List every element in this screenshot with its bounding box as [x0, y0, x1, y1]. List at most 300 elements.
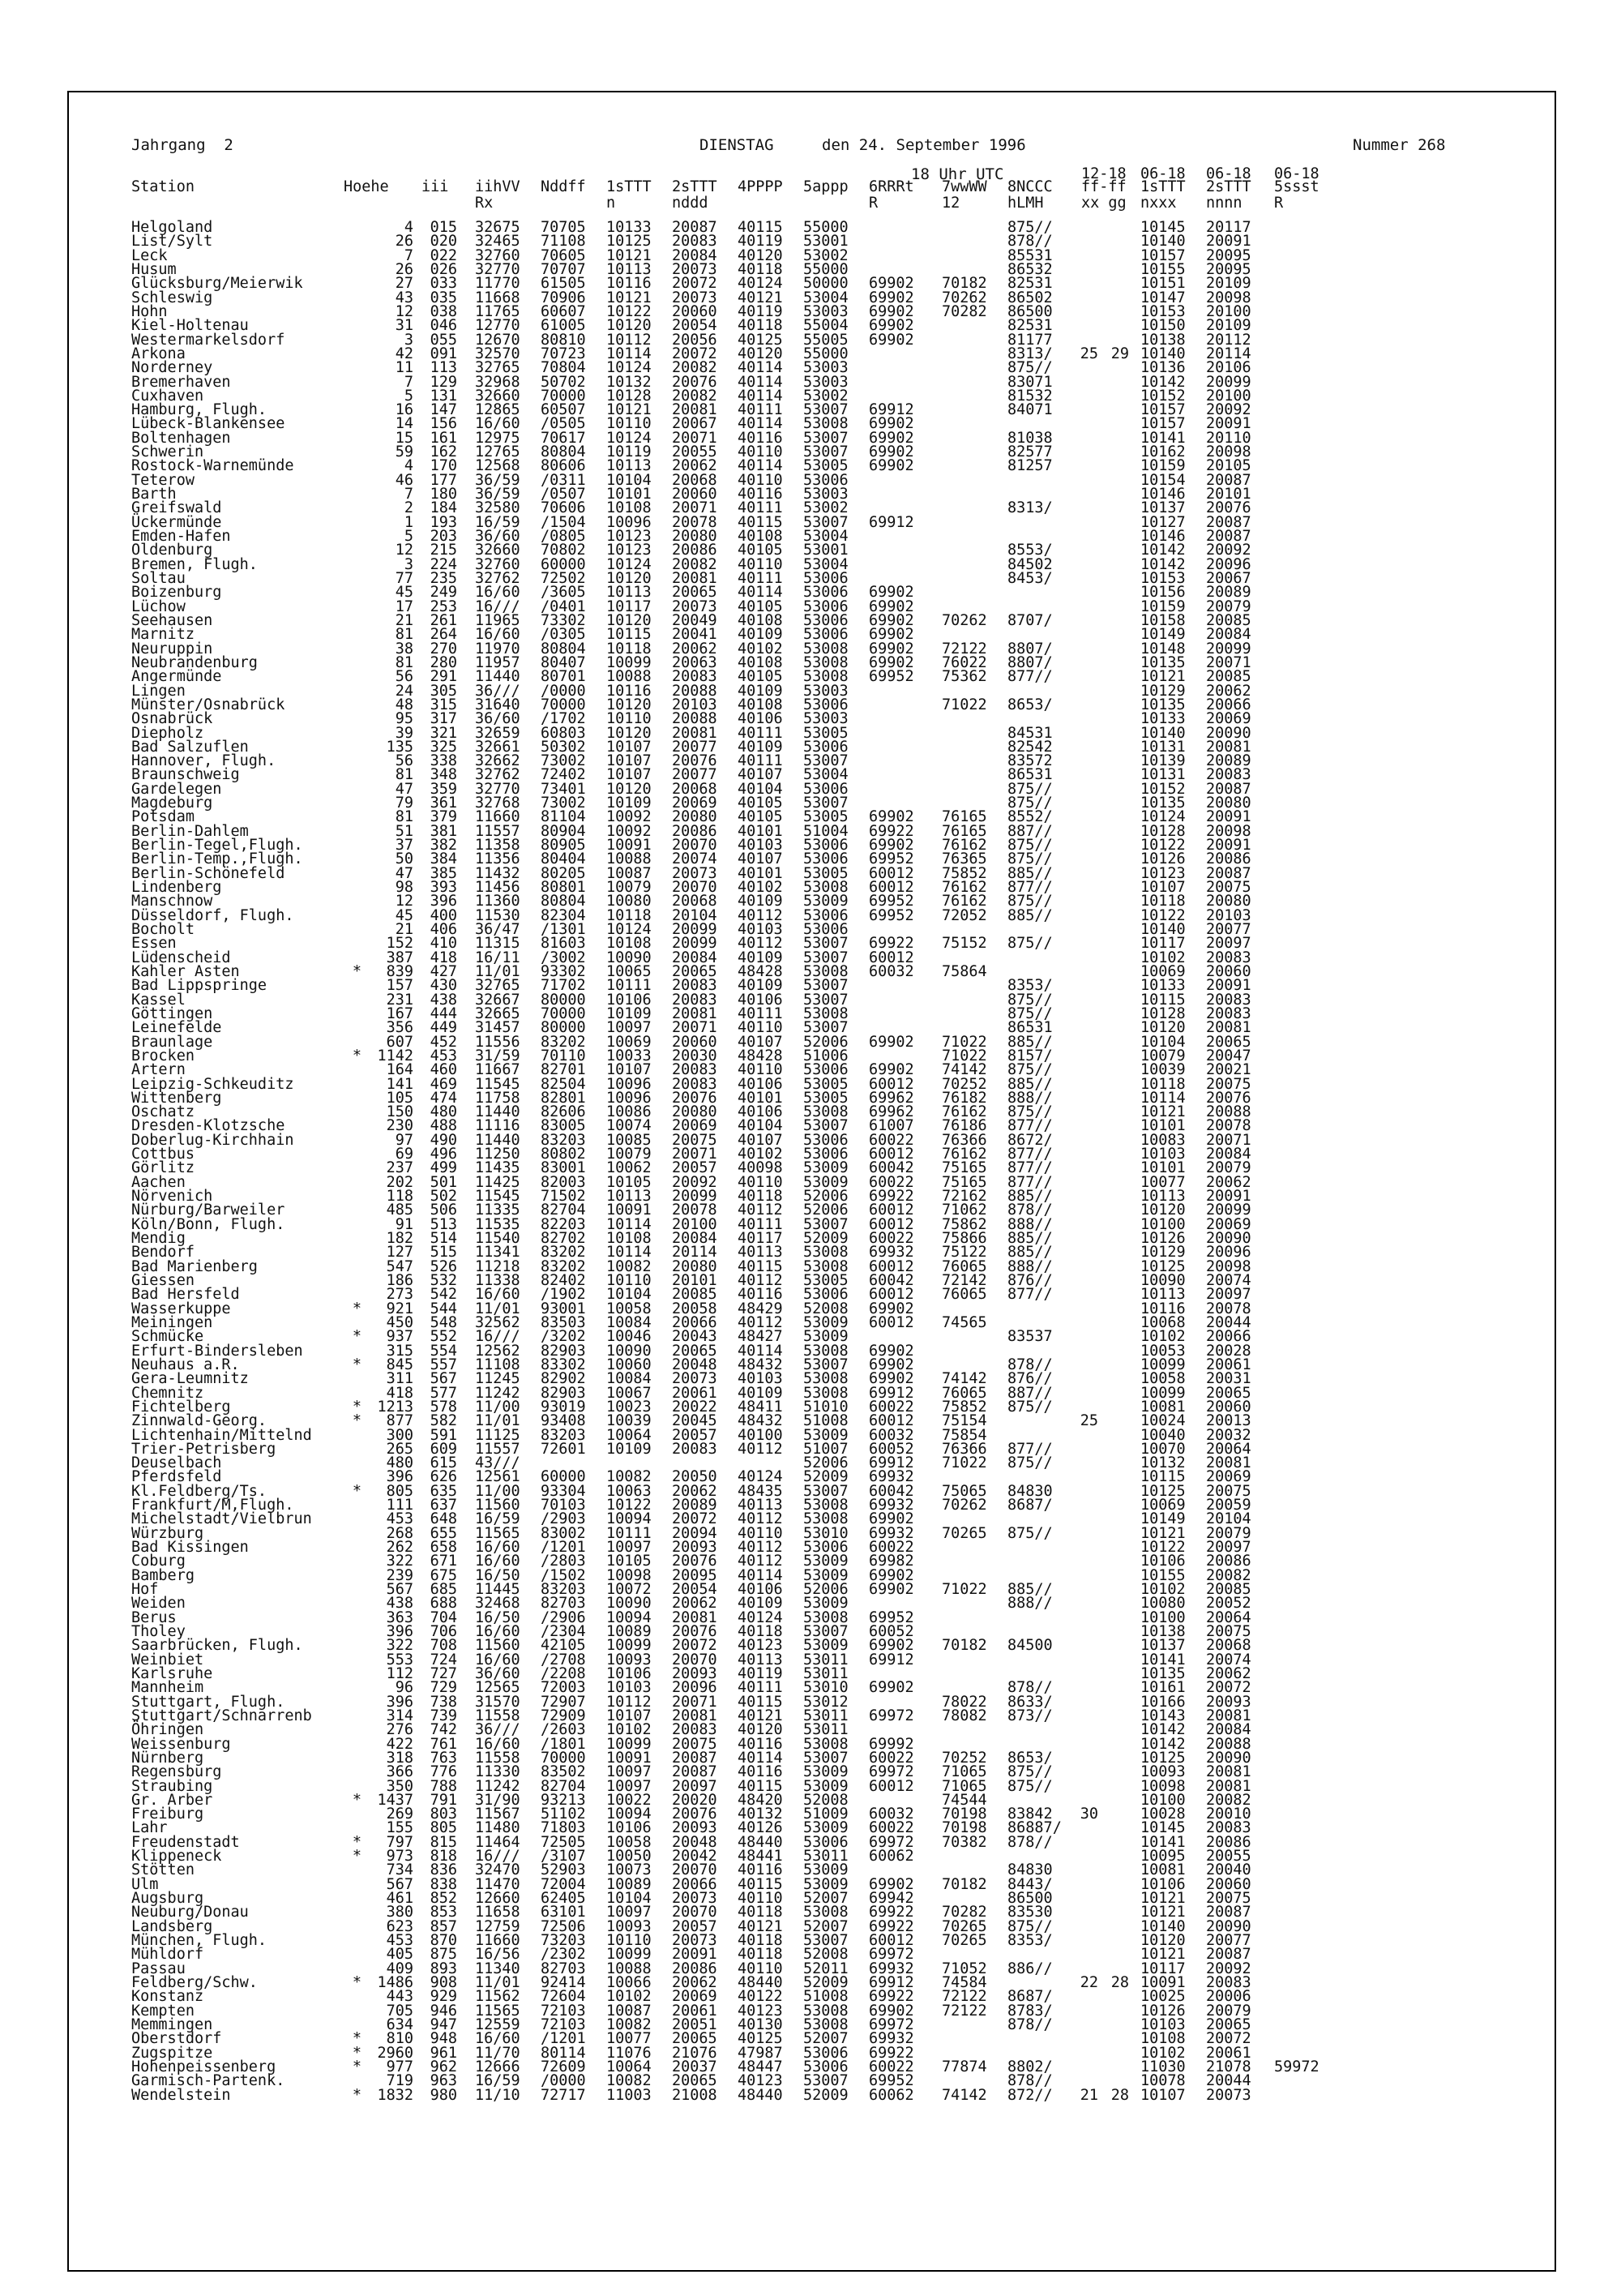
table-cell: 20075	[1206, 879, 1251, 897]
table-cell: 40123	[738, 2002, 783, 2020]
table-cell: 20080	[672, 1257, 717, 1275]
table-cell: 10126	[1140, 2002, 1186, 2020]
table-cell: 776	[430, 1763, 457, 1781]
table-cell: 60032	[869, 962, 914, 980]
table-cell: 81257	[1007, 457, 1053, 475]
table-cell: 16/59	[475, 2072, 520, 2090]
table-cell: 40112	[738, 1202, 783, 1219]
weekday-label: DIENSTAG	[699, 136, 774, 154]
table-cell: 52007	[803, 2030, 849, 2048]
table-row	[131, 977, 1347, 995]
station-name: Kempten	[131, 2002, 195, 2020]
table-cell: /3107	[541, 1848, 586, 1866]
table-cell: 273	[386, 1286, 413, 1304]
table-cell: 10098	[1140, 1777, 1186, 1795]
table-cell: 72717	[541, 2086, 586, 2104]
table-row	[131, 1637, 1347, 1655]
table-cell: 12561	[475, 1468, 520, 1486]
table-cell: 12666	[475, 2058, 520, 2075]
table-cell: 10118	[1140, 893, 1186, 910]
table-cell: 946	[430, 2002, 457, 2020]
station-name: Bad Hersfeld	[131, 1286, 240, 1304]
table-cell: 20083	[672, 233, 717, 251]
table-cell: 60012	[869, 1412, 914, 1430]
table-cell: 400	[430, 906, 457, 924]
table-cell: 16/60	[475, 1539, 520, 1557]
station-name: Memmingen	[131, 2015, 213, 2033]
table-cell: 10113	[606, 584, 652, 602]
table-cell: 60032	[869, 1806, 914, 1823]
table-cell: 74584	[942, 1974, 987, 1991]
table-cell: 71022	[942, 1047, 987, 1064]
table-cell: 53008	[803, 2015, 849, 2033]
table-cell: 10100	[1140, 1791, 1186, 1809]
table-cell: 20058	[672, 1300, 717, 1317]
table-row	[131, 1988, 1347, 2006]
table-cell: 10100	[1140, 1608, 1186, 1626]
station-name: Teterow	[131, 471, 195, 489]
table-cell: 11/00	[475, 1482, 520, 1500]
table-cell: 20062	[1206, 682, 1251, 700]
table-cell: 962	[430, 2058, 457, 2075]
column-header-cell: 06-18	[1140, 165, 1186, 182]
table-cell: 20050	[672, 1468, 717, 1486]
table-cell: 11668	[475, 289, 520, 306]
table-cell: 71803	[541, 1819, 586, 1837]
table-cell: 20083	[1206, 949, 1251, 966]
table-cell: 10106	[606, 991, 652, 1009]
table-cell: 70282	[942, 1904, 987, 1921]
table-cell: 81177	[1007, 331, 1053, 349]
station-name: Rostock-Warnemünde	[131, 457, 294, 475]
table-cell: 40115	[738, 219, 783, 236]
column-header-cell: 2sTTT	[1206, 178, 1251, 195]
table-cell: 8802/	[1007, 2058, 1053, 2075]
table-cell: 76065	[942, 1257, 987, 1275]
table-cell: 876//	[1007, 1370, 1053, 1388]
table-cell: 69902	[869, 275, 914, 293]
table-cell: 10131	[1140, 738, 1186, 756]
table-cell: 317	[430, 710, 457, 728]
table-cell: 53007	[803, 1117, 849, 1135]
table-cell: 20077	[672, 738, 717, 756]
table-cell: *	[352, 1833, 361, 1851]
table-cell: 11/10	[475, 2086, 520, 2104]
table-cell: 70198	[942, 1806, 987, 1823]
table-cell: 875//	[1007, 1061, 1053, 1079]
table-cell: 11/00	[475, 1398, 520, 1416]
table-cell: 40109	[738, 1384, 783, 1402]
table-cell: 20079	[1206, 1524, 1251, 1542]
table-cell: 20082	[672, 555, 717, 573]
table-cell: 11545	[475, 1075, 520, 1093]
table-cell: 69902	[869, 1033, 914, 1051]
table-cell: 16/60	[475, 1553, 520, 1570]
table-cell: 10124	[606, 359, 652, 377]
table-cell: 53004	[803, 528, 849, 546]
table-cell: 86500	[1007, 1890, 1053, 1908]
table-cell: 8353/	[1007, 977, 1053, 995]
table-cell: 20071	[1206, 1131, 1251, 1149]
table-cell: 52006	[803, 1454, 849, 1472]
table-cell: 20075	[1206, 1623, 1251, 1640]
table-cell: 73002	[541, 795, 586, 812]
table-cell: 75152	[942, 935, 987, 953]
station-name: Deuselbach	[131, 1454, 222, 1472]
table-cell: 947	[430, 2015, 457, 2033]
table-cell: 20098	[1206, 822, 1251, 840]
table-cell: 10113	[1140, 1286, 1186, 1304]
table-cell: 48429	[738, 1300, 783, 1317]
table-cell: 129	[430, 373, 457, 391]
table-cell: 60012	[869, 864, 914, 882]
table-cell: 10138	[1140, 331, 1186, 349]
table-cell: 161	[430, 429, 457, 447]
table-cell: /1201	[541, 2030, 586, 2048]
table-cell: 60012	[869, 1202, 914, 1219]
table-cell: 20062	[672, 1974, 717, 1991]
table-cell: 60022	[869, 1539, 914, 1557]
table-cell: 53006	[803, 626, 849, 644]
table-cell: 20068	[672, 780, 717, 798]
table-cell: 21	[395, 921, 413, 938]
table-cell: 53006	[803, 837, 849, 855]
table-cell: 10146	[1140, 528, 1186, 546]
table-cell: 70605	[541, 246, 586, 264]
table-cell: 609	[430, 1440, 457, 1458]
table-cell: 193	[430, 513, 457, 531]
table-cell: 499	[430, 1159, 457, 1177]
table-cell: 20076	[672, 373, 717, 391]
table-cell: 20044	[1206, 1313, 1251, 1331]
table-cell: 877//	[1007, 1159, 1053, 1177]
table-cell: 10084	[606, 1313, 652, 1331]
table-cell: 53008	[803, 1370, 849, 1388]
table-cell: 40114	[738, 359, 783, 377]
station-name: Weissenburg	[131, 1735, 231, 1753]
table-cell: 810	[386, 2030, 413, 2048]
table-cell: 53011	[803, 1848, 849, 1866]
table-cell: 69902	[869, 1061, 914, 1079]
table-cell: 76162	[942, 1146, 987, 1163]
table-cell: 888//	[1007, 1215, 1053, 1233]
table-cell: 83203	[541, 1581, 586, 1599]
table-cell: 55005	[803, 331, 849, 349]
table-cell: 16/11	[475, 949, 520, 966]
table-cell: 20073	[672, 289, 717, 306]
table-cell: 20088	[1206, 1735, 1251, 1753]
table-cell: 53011	[803, 1664, 849, 1682]
table-cell: 393	[430, 879, 457, 897]
table-cell: 557	[430, 1356, 457, 1373]
table-cell: 81038	[1007, 429, 1053, 447]
table-cell: 60803	[541, 724, 586, 742]
table-cell: 410	[430, 935, 457, 953]
table-cell: 53007	[803, 752, 849, 770]
table-cell: 20096	[1206, 555, 1251, 573]
station-name: Husum	[131, 260, 177, 278]
table-cell: 32580	[475, 499, 520, 517]
table-cell: 10107	[1140, 2086, 1186, 2104]
table-cell: 76162	[942, 879, 987, 897]
table-cell: 763	[430, 1749, 457, 1767]
table-cell: 180	[430, 486, 457, 503]
table-cell: 10161	[1140, 1679, 1186, 1697]
table-cell: *	[352, 1482, 361, 1500]
table-cell: 55000	[803, 219, 849, 236]
table-cell: 10101	[606, 486, 652, 503]
table-cell: *	[352, 2044, 361, 2062]
table-cell: 20085	[1206, 1581, 1251, 1599]
table-cell: 325	[430, 738, 457, 756]
table-cell: 20091	[1206, 1188, 1251, 1206]
table-cell: 10103	[606, 1679, 652, 1697]
table-cell: 453	[430, 1047, 457, 1064]
table-cell: 86887/	[1007, 1819, 1062, 1837]
table-cell: 422	[386, 1735, 413, 1753]
table-cell: 170	[430, 457, 457, 475]
table-cell: 20091	[1206, 977, 1251, 995]
table-cell: 70804	[541, 359, 586, 377]
table-cell: 948	[430, 2030, 457, 2048]
table-cell: 40111	[738, 1004, 783, 1022]
table-cell: /0000	[541, 2072, 586, 2090]
table-cell: 10125	[1140, 1749, 1186, 1767]
table-cell: 77874	[942, 2058, 987, 2075]
table-cell: 10143	[1140, 1707, 1186, 1724]
table-cell: 10103	[1140, 2015, 1186, 2033]
table-cell: 16///	[475, 1848, 520, 1866]
table-cell: 21008	[672, 2086, 717, 2104]
table-cell: 10090	[606, 1342, 652, 1360]
table-cell: 83005	[541, 1117, 586, 1135]
column-header-cell: 12-18	[1081, 165, 1127, 182]
table-cell: 40121	[738, 289, 783, 306]
column-header-cell: R	[869, 195, 879, 212]
table-cell: 264	[430, 626, 457, 644]
table-cell: 20073	[672, 1890, 717, 1908]
table-cell: 81603	[541, 935, 586, 953]
table-cell: 60012	[869, 1777, 914, 1795]
table-cell: 40116	[738, 429, 783, 447]
table-cell: 20097	[1206, 1286, 1251, 1304]
table-cell: 626	[430, 1468, 457, 1486]
table-cell: 409	[386, 1960, 413, 1977]
table-cell: 10090	[606, 949, 652, 966]
table-cell: 10113	[606, 457, 652, 475]
table-cell: 12759	[475, 1917, 520, 1935]
table-cell: 10117	[1140, 935, 1186, 953]
table-cell: 74142	[942, 1061, 987, 1079]
station-name: Neubrandenburg	[131, 653, 258, 671]
table-cell: 10127	[1140, 513, 1186, 531]
table-cell: 53009	[803, 1777, 849, 1795]
table-cell: 60022	[869, 1131, 914, 1149]
table-cell: 47	[395, 864, 413, 882]
table-cell: 20099	[1206, 373, 1251, 391]
table-cell: 53009	[803, 1553, 849, 1570]
table-cell: 40105	[738, 668, 783, 686]
table-cell: /2304	[541, 1623, 586, 1640]
table-cell: 53009	[803, 1861, 849, 1879]
table-cell: /2708	[541, 1651, 586, 1668]
station-name: Glücksburg/Meierwik	[131, 275, 303, 293]
table-cell: 11003	[606, 2086, 652, 2104]
table-cell: *	[352, 1300, 361, 1317]
table-cell: 91	[395, 1215, 413, 1233]
table-cell: 10108	[606, 1230, 652, 1248]
table-cell: 10128	[1140, 1004, 1186, 1022]
table-cell: 32765	[475, 359, 520, 377]
table-cell: 10120	[606, 724, 652, 742]
station-name: Diepholz	[131, 724, 204, 742]
table-cell: 69952	[869, 850, 914, 868]
table-cell: 40116	[738, 1861, 783, 1879]
table-cell: 53011	[803, 1651, 849, 1668]
table-cell: 20082	[1206, 1791, 1251, 1809]
table-cell: 875//	[1007, 1398, 1053, 1416]
table-cell: 29	[1110, 345, 1129, 362]
table-cell: 430	[430, 977, 457, 995]
station-name: Potsdam	[131, 808, 195, 826]
table-cell: 20006	[1206, 1988, 1251, 2006]
table-cell: 82504	[541, 1075, 586, 1093]
table-cell: 10121	[1140, 1890, 1186, 1908]
table-cell: 10135	[1140, 795, 1186, 812]
table-cell: 2	[404, 499, 413, 517]
table-cell: 147	[430, 401, 457, 419]
table-cell: 72402	[541, 766, 586, 784]
table-cell: 20081	[672, 401, 717, 419]
table-cell: 885//	[1007, 906, 1053, 924]
table-cell: 53007	[803, 1019, 849, 1037]
table-cell: 51102	[541, 1806, 586, 1823]
table-cell: 742	[430, 1721, 457, 1739]
table-cell: 40114	[738, 387, 783, 405]
table-cell: 10088	[606, 668, 652, 686]
table-cell: 36/60	[475, 710, 520, 728]
table-cell: 015	[430, 219, 457, 236]
table-cell: 70606	[541, 499, 586, 517]
table-cell: 16/60	[475, 1735, 520, 1753]
table-cell: 40102	[738, 879, 783, 897]
table-cell: 53005	[803, 457, 849, 475]
table-cell: 10132	[1140, 1454, 1186, 1472]
table-cell: 53009	[803, 1426, 849, 1444]
station-name: Lingen	[131, 682, 186, 700]
table-cell: 75122	[942, 1244, 987, 1262]
table-cell: 20083	[672, 1075, 717, 1093]
table-cell: 20063	[672, 653, 717, 671]
table-cell: 582	[430, 1412, 457, 1430]
table-cell: 53006	[803, 1131, 849, 1149]
table-cell: 1832	[377, 2086, 413, 2104]
table-cell: 20060	[672, 1033, 717, 1051]
table-cell: 20061	[1206, 2044, 1251, 2062]
table-cell: 20087	[1206, 1904, 1251, 1921]
table-cell: 40118	[738, 1932, 783, 1950]
table-cell: 53006	[803, 2058, 849, 2075]
table-cell: 738	[430, 1693, 457, 1711]
table-cell: 231	[386, 991, 413, 1009]
table-cell: 547	[386, 1257, 413, 1275]
table-cell: 53008	[803, 1510, 849, 1528]
table-cell: 40112	[738, 1313, 783, 1331]
column-header-cell: Station	[131, 178, 195, 195]
table-cell: 11758	[475, 1089, 520, 1107]
table-cell: 655	[430, 1524, 457, 1542]
utc-label: 18 Uhr UTC	[911, 165, 1004, 183]
table-cell: 637	[430, 1497, 457, 1514]
table-cell: 10162	[1140, 443, 1186, 461]
table-cell: /1502	[541, 1566, 586, 1584]
table-cell: 40132	[738, 1806, 783, 1823]
station-name: Bad Salzuflen	[131, 738, 249, 756]
table-cell: 53009	[803, 1566, 849, 1584]
table-cell: 875//	[1007, 837, 1053, 855]
table-cell: 10099	[606, 1735, 652, 1753]
table-cell: 80804	[541, 893, 586, 910]
table-cell: 55000	[803, 260, 849, 278]
table-cell: 70000	[541, 1749, 586, 1767]
station-name: Boltenhagen	[131, 429, 231, 447]
table-cell: 20074	[1206, 1272, 1251, 1289]
table-cell: 53006	[803, 1286, 849, 1304]
table-cell: 1213	[377, 1398, 413, 1416]
table-cell: 20020	[672, 1791, 717, 1809]
table-cell: 10069	[1140, 962, 1186, 980]
station-name: München, Flugh.	[131, 1932, 267, 1950]
table-cell: 10107	[606, 752, 652, 770]
table-cell: 10087	[606, 2002, 652, 2020]
table-cell: 70252	[942, 1749, 987, 1767]
table-cell: 16/60	[475, 1651, 520, 1668]
table-cell: 82402	[541, 1272, 586, 1289]
table-cell: 10132	[606, 373, 652, 391]
table-cell: 20062	[1206, 1664, 1251, 1682]
table-cell: 53009	[803, 1875, 849, 1893]
table-cell: 70182	[942, 275, 987, 293]
table-cell: 11558	[475, 1749, 520, 1767]
table-cell: 40111	[738, 499, 783, 517]
table-cell: 12770	[475, 317, 520, 335]
table-cell: 80804	[541, 640, 586, 658]
table-cell: 20104	[1206, 1510, 1251, 1528]
table-cell: 20073	[672, 598, 717, 615]
station-name: Landsberg	[131, 1917, 213, 1935]
table-cell: 20070	[672, 1861, 717, 1879]
table-cell: 53008	[803, 1257, 849, 1275]
table-cell: 20089	[672, 1497, 717, 1514]
table-cell: 418	[430, 949, 457, 966]
table-cell: 72142	[942, 1272, 987, 1289]
table-cell: 10125	[606, 233, 652, 251]
table-cell: 53008	[803, 2002, 849, 2020]
table-cell: 20083	[672, 668, 717, 686]
table-cell: 11480	[475, 1819, 520, 1837]
table-cell: 82902	[541, 1370, 586, 1388]
table-cell: 438	[430, 991, 457, 1009]
table-cell: 12865	[475, 401, 520, 419]
table-cell: 40109	[738, 1595, 783, 1613]
table-cell: 53006	[803, 570, 849, 587]
table-cell: 315	[430, 696, 457, 713]
table-cell: 76366	[942, 1131, 987, 1149]
table-cell: 10082	[606, 2015, 652, 2033]
table-cell: 20071	[1206, 653, 1251, 671]
table-cell: 10068	[1140, 1313, 1186, 1331]
table-cell: 113	[430, 359, 457, 377]
